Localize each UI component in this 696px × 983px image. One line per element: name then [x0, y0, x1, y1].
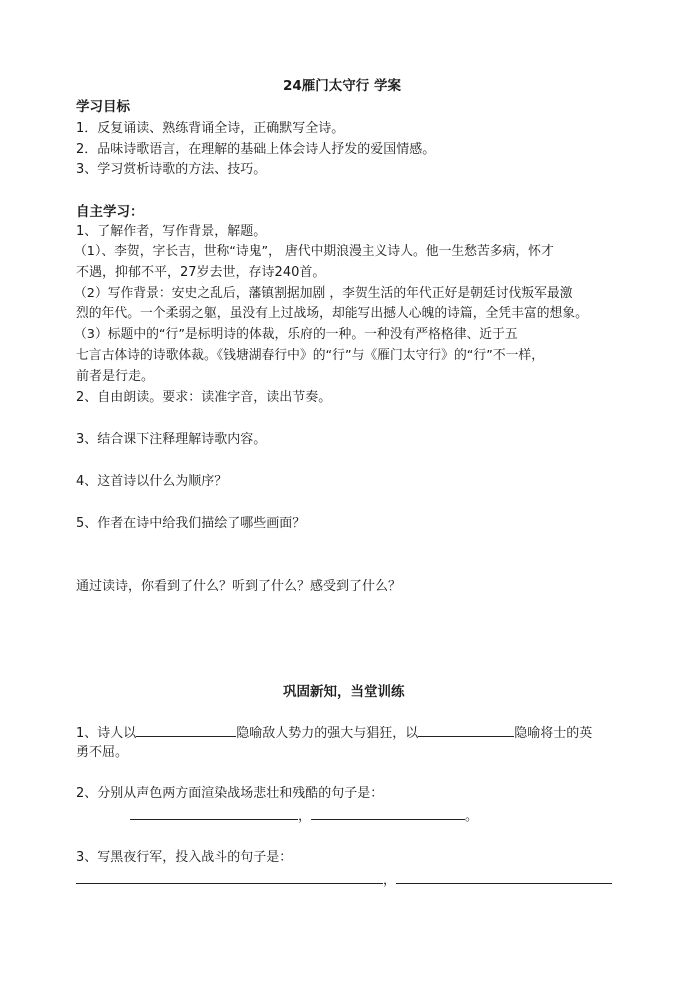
self-study-item: 4、这首诗以什么为顺序？: [76, 474, 228, 489]
self-study-item: 2、自由朗读。要求：读准字音，读出节奏。: [76, 390, 332, 405]
reading-question: 通过读诗，你看到了什么？听到了什么？感受到了什么？: [76, 579, 402, 594]
answer-blank[interactable]: [130, 806, 298, 820]
answer-blank[interactable]: [311, 806, 465, 820]
question-text: 隐喻将士的英: [514, 726, 593, 741]
objectives-heading: 学习目标: [76, 99, 130, 115]
background-line: 烈的年代。一个柔弱之躯，虽没有上过战场，却能写出撼人心魄的诗篇，全凭丰富的想象。: [76, 306, 588, 321]
question-text: 隐喻敌人势力的强大与猖狂，以: [236, 726, 419, 741]
answer-blank[interactable]: [418, 723, 514, 737]
answer-blank[interactable]: [76, 870, 383, 884]
question-text: 1、诗人以: [76, 726, 137, 741]
self-study-item: 1、了解作者，写作背景，解题。: [76, 224, 267, 239]
practice-heading: 巩固新知，当堂训练: [283, 684, 405, 700]
fill-answer-row: [130, 806, 478, 826]
fill-answer-row: [76, 870, 612, 890]
period: 。: [465, 809, 479, 824]
objective-item: 3、学习赏析诗歌的方法、技巧。: [76, 162, 267, 177]
author-intro-line: 不遇，抑郁不平，27岁去世，存诗240首。: [76, 265, 326, 280]
author-intro-line: （1）、李贺，字长吉，世称“诗鬼”， 唐代中期浪漫主义诗人。他一生愁苦多病，怀才: [74, 244, 554, 259]
title-note-line: （3）标题中的“行”是标明诗的体裁，乐府的一种。一种没有严格格律、近于五: [74, 327, 518, 342]
fill-question-3: 3、写黑夜行军，投入战斗的句子是：: [76, 850, 293, 865]
self-study-item: 3、结合课下注释理解诗歌内容。: [76, 432, 267, 447]
answer-blank[interactable]: [136, 723, 236, 737]
answer-blank[interactable]: [396, 870, 612, 884]
fill-question-1-cont: 勇不屈。: [76, 745, 129, 760]
objective-item: 1．反复诵读、熟练背诵全诗，正确默写全诗。: [76, 121, 345, 136]
title-note-line: 前者是行走。: [76, 369, 155, 384]
comma: ，: [298, 809, 312, 824]
objective-item: 2．品味诗歌语言，在理解的基础上体会诗人抒发的爱国情感。: [76, 142, 436, 157]
comma: ，: [383, 873, 397, 888]
self-study-heading: 自主学习：: [76, 204, 144, 220]
document-title: 24雁门太守行 学案: [283, 78, 401, 94]
title-note-line: 七言古体诗的诗歌体裁。《钱塘湖春行中》的“行”与《雁门太守行》的“行”不一样，: [76, 348, 545, 363]
fill-question-1: [76, 723, 592, 743]
background-line: （2）写作背景：安史之乱后，藩镇割据加剧 ，李贺生活的年代正好是朝廷讨伐叛军最激: [74, 286, 573, 301]
fill-question-2: 2、分别从声色两方面渲染战场悲壮和残酷的句子是：: [76, 786, 384, 801]
self-study-item: 5、作者在诗中给我们描绘了哪些画面？: [76, 516, 306, 531]
